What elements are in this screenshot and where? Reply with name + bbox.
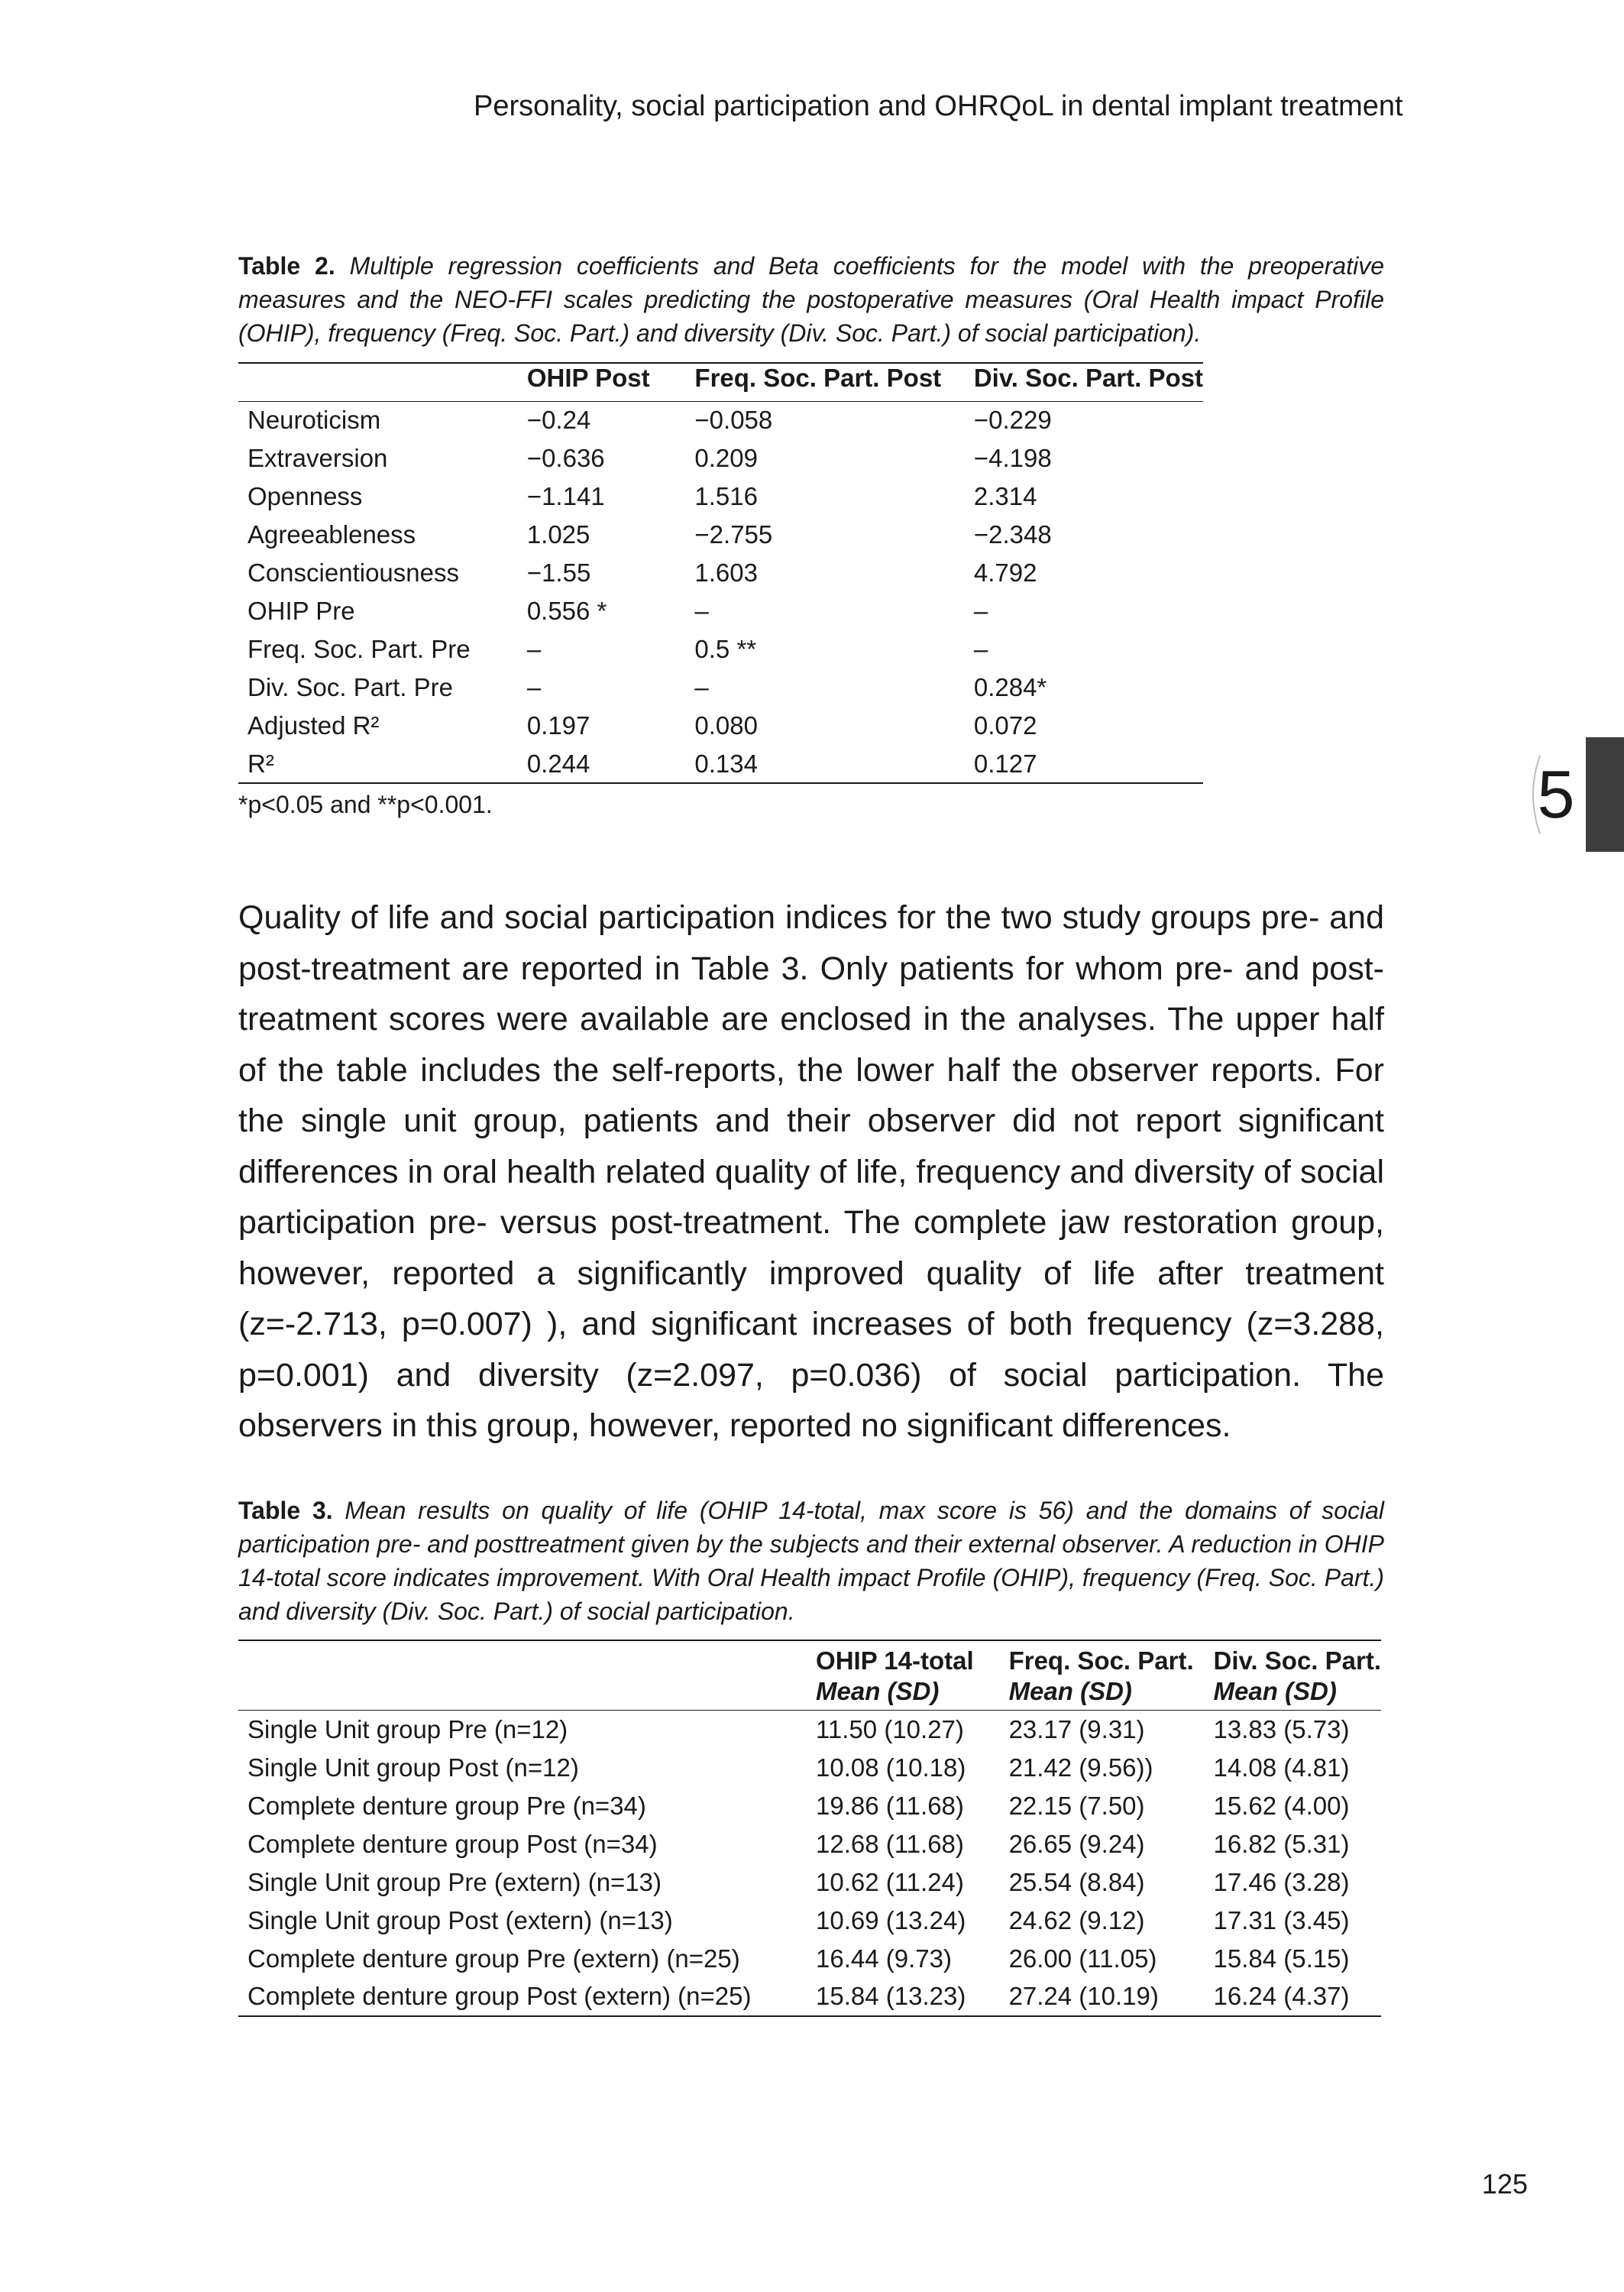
table-cell: – (973, 597, 988, 625)
table-2-column-header: Freq. Soc. Part. Post (694, 364, 942, 392)
table-row (238, 1749, 1381, 1787)
table-3-column-header (238, 1640, 807, 1711)
table-cell: −0.636 (526, 444, 605, 472)
row-label: OHIP Pre (247, 597, 355, 625)
table-cell: – (694, 597, 709, 625)
column-title: OHIP 14-total (816, 1646, 974, 1675)
table-row (238, 630, 1203, 668)
table-cell: 15.84 (5.15) (1213, 1944, 1350, 1973)
table-cell: 4.792 (973, 558, 1037, 587)
table-cell: 19.86 (11.68) (816, 1791, 964, 1820)
table-2 (238, 362, 1203, 784)
table-cell: – (694, 673, 709, 701)
table-cell: 2.314 (973, 482, 1037, 510)
column-subtitle: Mean (SD) (816, 1677, 940, 1705)
column-subtitle: Mean (SD) (1213, 1677, 1337, 1705)
table-cell: 0.244 (526, 749, 590, 778)
table-cell: 15.62 (4.00) (1213, 1791, 1350, 1820)
table-cell: 0.134 (694, 749, 758, 778)
table-cell: 1.516 (694, 482, 758, 510)
table-cell: 15.84 (13.23) (816, 1982, 966, 2010)
table-cell: −0.24 (526, 406, 591, 435)
chapter-number: 5 (1537, 756, 1575, 832)
table-cell: −4.198 (973, 444, 1052, 472)
running-head: Personality, social participation and OHRQoL in dental implant treatment (474, 90, 1403, 122)
row-label: Freq. Soc. Part. Pre (247, 635, 471, 663)
table-cell: 0.127 (973, 749, 1037, 778)
table-cell: 0.080 (694, 711, 758, 740)
table-cell: – (526, 635, 542, 663)
table-row (238, 668, 1203, 707)
page-number: 125 (1481, 2168, 1528, 2200)
row-label: Neuroticism (247, 406, 381, 435)
table-row (238, 1711, 1381, 1749)
table-row (238, 1940, 1381, 1978)
table-cell: 26.65 (9.24) (1008, 1829, 1145, 1858)
table-cell: 14.08 (4.81) (1213, 1753, 1350, 1782)
row-label: Adjusted R² (247, 711, 380, 740)
table-cell: 27.24 (10.19) (1008, 1982, 1159, 2010)
row-label: Complete denture group Pre (n=34) (247, 1791, 646, 1820)
table-row (238, 745, 1203, 783)
table-cell: 10.69 (13.24) (816, 1905, 966, 1934)
table-3 (238, 1640, 1381, 2017)
row-label: Single Unit group Pre (n=12) (247, 1714, 568, 1743)
table-2-caption-text: Multiple regression coefficients and Beta coefficients for the model with the preoperative measures and the NEO-FFI scales predicting the postoperative measures (Oral Health impact Profile (OHIP), frequency (Freq. Soc. Part.) and diversity (Div. Soc. Part.) of social participation). (238, 252, 1385, 347)
row-label: Single Unit group Post (extern) (n=13) (247, 1905, 673, 1934)
table-cell: 16.44 (9.73) (816, 1944, 952, 1973)
row-label: Complete denture group Post (extern) (n=25) (247, 1982, 752, 2010)
table-2-body (238, 401, 1203, 783)
table-cell: 0.284* (973, 673, 1047, 701)
table-3-caption (238, 1494, 1384, 1628)
row-label: R² (247, 749, 274, 778)
row-label: Extraversion (247, 444, 388, 472)
table-3-label: Table 3. (238, 1497, 333, 1524)
column-title: Div. Soc. Part. (1213, 1646, 1381, 1675)
table-cell: −0.058 (694, 406, 773, 435)
table-cell: 16.24 (4.37) (1213, 1982, 1350, 2010)
table-cell: 11.50 (10.27) (816, 1714, 964, 1743)
table-row (238, 1978, 1381, 2016)
table-row (238, 1787, 1381, 1825)
table-cell: 25.54 (8.84) (1008, 1867, 1145, 1896)
table-3-caption-text: Mean results on quality of life (OHIP 14-total, max score is 56) and the domains of social participation pre- and posttreatment given by the subjects and their external observer. A reduction in OHIP 14-total score indicates improvement. With Oral Health impact Profile (OHIP), frequency (Freq. Soc. Part.) and diversity (Div. Soc. Part.) of social participation. (238, 1497, 1385, 1625)
table-cell: 21.42 (9.56)) (1008, 1753, 1153, 1782)
table-3-column-header (1205, 1640, 1381, 1711)
table-2-label: Table 2. (238, 252, 335, 280)
body-paragraph: Quality of life and social participation indices for the two study groups pre- and post-treatment are reported in Table 3. Only patients for whom pre- and post-treatment scores were available are enclosed in the analyses. The upper half of the table includes the self-reports, the lower half the observer reports. For the single unit group, patients and their observer did not report significant differences in oral health related quality of life, frequency and diversity of social participation pre- versus post-treatment. The complete jaw restoration group, however, reported a significantly improved quality of life after treatment (z=-2.713, p=0.007) ), and significant increases of both frequency (z=3.288, p=0.001) and diversity (z=2.097, p=0.036) of social participation. The observers in this group, however, reported no significant differences. (238, 899, 1384, 1444)
table-row (238, 439, 1203, 478)
chapter-tab (1586, 737, 1624, 852)
table-3-header (238, 1640, 1381, 1711)
table-row (238, 516, 1203, 554)
table-cell: 23.17 (9.31) (1008, 1714, 1145, 1743)
table-cell: 10.08 (10.18) (816, 1753, 966, 1782)
row-label: Openness (247, 482, 363, 510)
table-cell: – (526, 673, 542, 701)
table-cell: −2.755 (694, 520, 773, 549)
table-row (238, 1863, 1381, 1902)
row-label: Agreeableness (247, 520, 416, 549)
table-cell: 12.68 (11.68) (816, 1829, 964, 1858)
table-row (238, 1902, 1381, 1940)
row-label: Conscientiousness (247, 558, 459, 587)
table-cell: 0.209 (694, 444, 758, 472)
table-cell: −2.348 (973, 520, 1052, 549)
table-cell: 0.556 * (526, 597, 607, 625)
table-row (238, 478, 1203, 516)
table-cell: 22.15 (7.50) (1008, 1791, 1145, 1820)
row-label: Single Unit group Pre (extern) (n=13) (247, 1867, 662, 1896)
table-2-column-header: Div. Soc. Part. Post (973, 364, 1203, 392)
table-cell: −0.229 (973, 406, 1052, 435)
table-3-body (238, 1711, 1381, 2016)
column-subtitle: Mean (SD) (1008, 1677, 1132, 1705)
table-2-column-header (238, 363, 518, 401)
row-label: Complete denture group Post (n=34) (247, 1829, 658, 1858)
table-cell: 0.072 (973, 711, 1037, 740)
table-2-caption (238, 249, 1384, 350)
table-3-column-header (1000, 1640, 1205, 1711)
table-cell: 0.197 (526, 711, 590, 740)
table-cell: 1.025 (526, 520, 590, 549)
table-cell: – (973, 635, 988, 663)
column-title: Freq. Soc. Part. (1008, 1646, 1194, 1675)
table-cell: 1.603 (694, 558, 758, 587)
table-cell: 10.62 (11.24) (816, 1867, 964, 1896)
row-label: Single Unit group Post (n=12) (247, 1753, 579, 1782)
table-row (238, 592, 1203, 630)
table-row (238, 1825, 1381, 1863)
row-label: Complete denture group Pre (extern) (n=25) (247, 1944, 740, 1973)
table-cell: 17.31 (3.45) (1213, 1905, 1350, 1934)
table-row (238, 401, 1203, 439)
table-cell: 17.46 (3.28) (1213, 1867, 1350, 1896)
table-row (238, 554, 1203, 592)
table-3-column-header (807, 1640, 1000, 1711)
table-cell: 24.62 (9.12) (1008, 1905, 1145, 1934)
table-2-column-header: OHIP Post (526, 364, 650, 392)
table-2-footnote: *p<0.05 and **p<0.001. (238, 791, 493, 818)
table-2-header (238, 363, 1203, 401)
table-cell: 26.00 (11.05) (1008, 1944, 1157, 1973)
table-cell: 16.82 (5.31) (1213, 1829, 1350, 1858)
table-cell: 0.5 ** (694, 635, 757, 663)
table-cell: 13.83 (5.73) (1213, 1714, 1350, 1743)
row-label: Div. Soc. Part. Pre (247, 673, 453, 701)
table-cell: −1.55 (526, 558, 591, 587)
table-row (238, 707, 1203, 745)
table-cell: −1.141 (526, 482, 605, 510)
